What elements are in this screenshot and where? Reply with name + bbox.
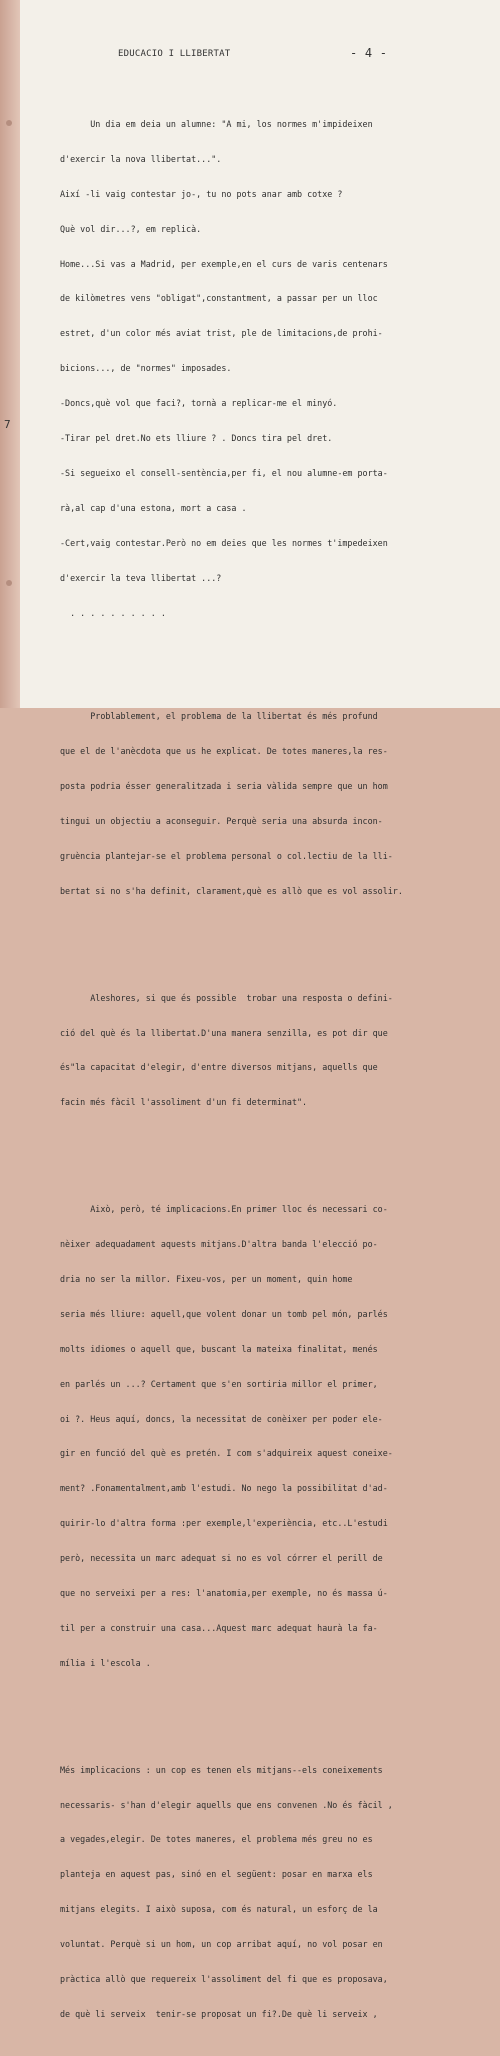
text-line: pràctica allò que requereix l'assoliment del fi que es proposava, [60,1974,388,1985]
text-line: facin més fàcil l'assoliment d'un fi determinat". [60,1097,308,1108]
text-line: que el de l'anècdota que us he explicat. De totes maneres,la res- [60,746,388,757]
text-line: en parlés un ...? Certament que s'en sortiria millor el primer, [60,1378,378,1389]
page-header [118,46,398,62]
paragraph [60,969,480,1132]
text-line: molts idiomes o aquell que, buscant la mateixa finalitat, menés [60,1343,378,1354]
text-line: -Doncs,què vol que faci?, tornà a replicar-me el minyó. [60,398,338,409]
text-line: d'exercir la teva llibertat ...? [60,573,222,584]
text-line: Què vol dir...?, em replicà. [60,223,202,234]
text-line: gruència plantejar-se el problema personal o col.lectiu de la lli- [60,851,393,862]
text-line: Això, però, té implicacions.En primer lloc és necessari co- [60,1203,388,1214]
text-line: posta podria ésser generalitzada i seria vàlida sempre que un hom [60,781,388,792]
document-title: EDUCACIO I LLIBERTAT [118,49,231,59]
text-line: estret, d'un color més aviat trist, ple de limitacions,de prohi- [60,328,383,339]
page-number: - 4 - [350,46,388,60]
binder-hole [6,120,12,126]
text-line: -Tirar pel dret.No ets lliure ? . Doncs tira pel dret. [60,433,333,444]
paragraph [60,1180,480,1693]
text-line: mília i l'escola . [60,1658,151,1669]
text-line: bertat si no s'ha definit, clarament,què es allò que es vol assolir. [60,886,403,897]
text-line: nèixer adequadament aquests mitjans.D'altra banda l'elecció po- [60,1238,378,1249]
text-line: ment? .Fonamentalment,amb l'estudi. No nego la possibilitat d'ad- [60,1483,388,1494]
text-line: que no serveixi per a res: l'anatomia,per exemple, no és massa ú- [60,1588,388,1599]
text-line: -Cert,vaig contestar.Però no em deies que les normes t'impedeixen [60,538,388,549]
page-left-edge [0,0,20,708]
paragraph [60,688,480,921]
text-line: mitjans elegits. I això suposa, com és natural, un esforç de la [60,1904,378,1915]
text-line: Home...Si vas a Madrid, per exemple,en el curs de varis centenars [60,258,388,269]
text-line: dria no ser la millor. Fixeu-vos, per un moment, quin home [60,1273,353,1284]
text-line: planteja en aquest pas, sinó en el següent: posar en marxa els [60,1869,373,1880]
text-line: gir en funció del què es pretén. I com s'adquireix aquest coneixe- [60,1448,393,1459]
text-line: Més implicacions : un cop es tenen els mitjans--els coneixements [60,1764,383,1775]
binder-hole [6,580,12,586]
text-line: til per a construir una casa...Aquest marc adequat haurà la fa- [60,1623,378,1634]
text-line: quirir-lo d'altra forma :per exemple,l'experiència, etc..L'estudi [60,1518,388,1529]
text-line: bicions..., de "normes" imposades. [60,363,232,374]
text-line: a vegades,elegir. De totes maneres, el problema més greu no es [60,1834,373,1845]
text-line: de kilòmetres vens "obligat",constantment, a passar per un lloc [60,293,378,304]
text-line: Així -li vaig contestar jo-, tu no pots anar amb cotxe ? [60,188,343,199]
text-line: tingui un objectiu a aconseguir. Perquè seria una absurda incon- [60,816,383,827]
dotted-separator: . . . . . . . . . . [60,608,166,619]
text-line: seria més lliure: aquell,que volent donar un tomb pel món, parlés [60,1308,388,1319]
text-line: oi ?. Heus aquí, doncs, la necessitat de conèixer per poder ele- [60,1413,383,1424]
text-line: -Si segueixo el consell-sentència,per fi, el nou alumne-em porta- [60,468,388,479]
text-line: és"la capacitat d'elegir, d'entre diversos mitjans, aquells que [60,1062,378,1073]
text-line: voluntat. Perquè si un hom, un cop arribat aquí, no vol posar en [60,1939,383,1950]
text-line: necessaris- s'han d'elegir aquells que ens convenen .No és fàcil , [60,1799,393,1810]
text-line: Aleshores, si que és possible trobar una resposta o defini- [60,992,393,1003]
paragraph [60,1741,480,2044]
text-line: de què li serveix tenir-se proposat un fi?.De què li serveix , [60,2009,378,2020]
text-line: Problablement, el problema de la llibertat és més profund [60,711,378,722]
text-line: d'exercir la nova llibertat...". [60,153,222,164]
margin-mark: 7 [4,418,11,431]
paragraph [60,95,480,643]
text-line: però, necessita un marc adequat si no es vol córrer el perill de [60,1553,383,1564]
text-line: rà,al cap d'una estona, mort a casa . [60,503,247,514]
document-body [60,72,480,2056]
text-line: Un dia em deia un alumne: "A mi, los normes m'impideixen [60,118,373,129]
text-line: ció del què és la llibertat.D'una manera senzilla, es pot dir que [60,1027,388,1038]
